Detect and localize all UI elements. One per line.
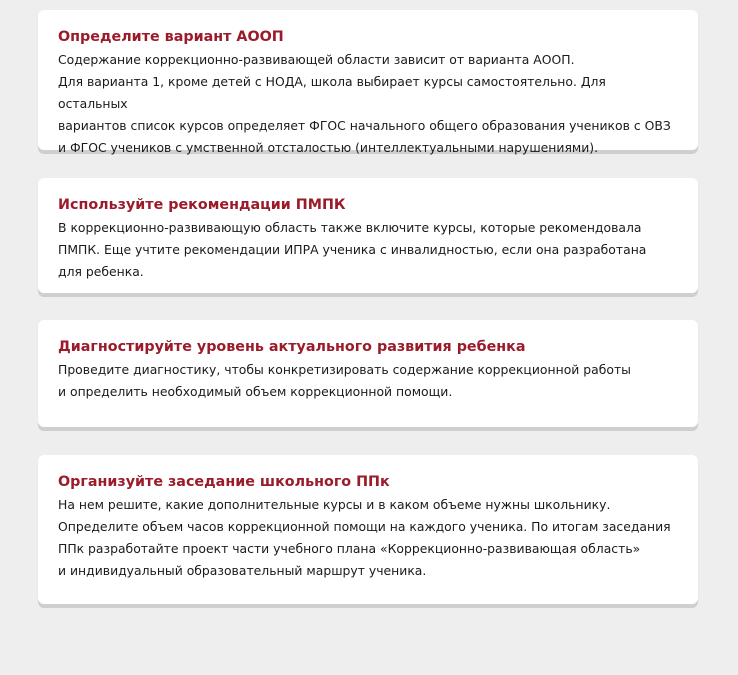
card-title: Организуйте заседание школьного ППк xyxy=(58,474,390,490)
step-card-aoop-variant xyxy=(38,10,698,155)
step-card-diagnostics xyxy=(38,320,698,427)
card-title: Используйте рекомендации ПМПК xyxy=(58,197,346,213)
step-card-ppk-meeting xyxy=(38,455,698,604)
card-text: Проведите диагностику, чтобы конкретизировать содержание коррекционной работы и определить необходимый объем коррекционной помощи. xyxy=(58,362,631,399)
card-title: Определите вариант АООП xyxy=(58,29,284,45)
step-card-pmpk-recommendations xyxy=(38,178,698,293)
card-text: В коррекционно-развивающую область также включите курсы, которые рекомендовала ПМПК. Еще учтите рекомендации ИПРА ученика с инвалидностью, если она разработана для ребенка. xyxy=(58,220,647,279)
card-text: Содержание коррекционно-развивающей области зависит от варианта АООП. Для варианта 1, кроме детей с НОДА, школа выбирает курсы самостоятельно. Для остальных вариантов список курсов определяет ФГОС начального общего образования учеников с ОВЗ и ФГОС учеников с умственной отсталостью (интеллектуальными нарушениями). xyxy=(58,52,671,155)
card-text: На нем решите, какие дополнительные курсы и в каком объеме нужны школьнику. Определите объем часов коррекционной помощи на каждого ученика. По итогам заседания ППк разработайте проект части учебного плана «Коррекционно-развивающая область» и индивидуальный образовательный маршрут ученика. xyxy=(58,497,671,578)
card-title: Диагностируйте уровень актуального развития ребенка xyxy=(58,339,526,355)
